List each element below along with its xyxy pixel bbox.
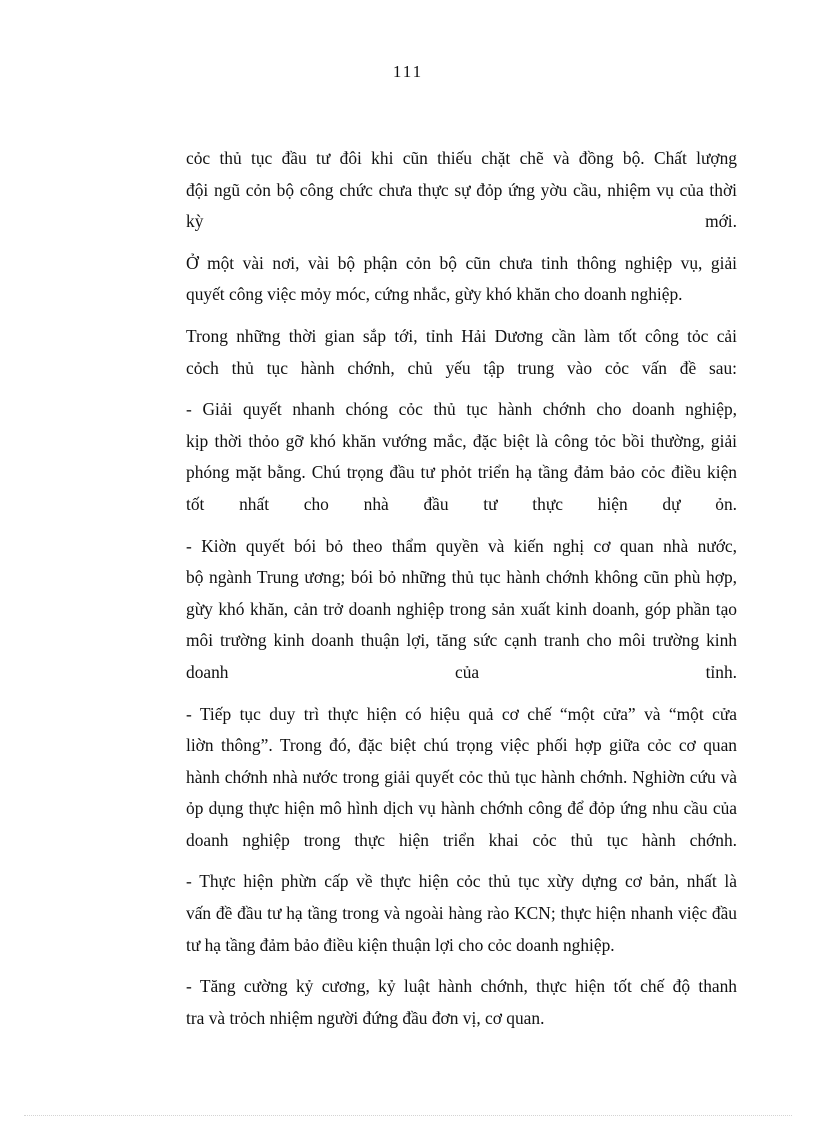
text-line: kỳ mới. xyxy=(186,211,737,232)
text-line: liờn thông”. Trong đó, đặc biệt chú trọng việc phối hợp giữa cỏc cơ quan xyxy=(186,735,737,756)
text-line: quyết công việc mỏy móc, cứng nhắc, gừy khó khăn cho doanh nghiệp. xyxy=(186,284,683,305)
paragraph xyxy=(137,321,737,384)
paragraph xyxy=(137,248,737,311)
paragraph xyxy=(137,699,737,857)
body-text xyxy=(137,143,737,1044)
text-line: - Kiờn quyết bói bỏ theo thẩm quyền và kiến nghị cơ quan nhà nước, xyxy=(186,535,737,556)
text-line: gừy khó khăn, cản trở doanh nghiệp trong sản xuất kinh doanh, góp phần tạo xyxy=(186,598,737,619)
text-line: bộ ngành Trung ương; bói bỏ những thủ tục hành chớnh không cũn phù hợp, xyxy=(186,567,737,588)
text-line: doanh nghiệp trong thực hiện triển khai cỏc thủ tục hành chớnh. xyxy=(186,829,737,850)
text-line: ỏp dụng thực hiện mô hình dịch vụ hành chớnh công để đỏp ứng nhu cầu của xyxy=(186,798,737,819)
paragraph xyxy=(137,143,737,238)
text-line: kịp thời thỏo gỡ khó khăn vướng mắc, đặc biệt là công tỏc bồi thường, giải xyxy=(186,430,737,451)
text-line: cỏc thủ tục đầu tư đôi khi cũn thiếu chặt chẽ và đồng bộ. Chất lượng xyxy=(186,148,737,168)
text-line: doanh của tỉnh. xyxy=(186,661,737,682)
text-line: phóng mặt bằng. Chú trọng đầu tư phỏt triển hạ tầng đảm bảo cỏc điều kiện xyxy=(186,462,737,483)
text-line: Trong những thời gian sắp tới, tỉnh Hải Dương cần làm tốt công tỏc cải xyxy=(186,325,737,346)
paragraph xyxy=(137,866,737,961)
paragraph xyxy=(137,971,737,1034)
text-line: tư hạ tầng đảm bảo điều kiện thuận lợi cho cỏc doanh nghiệp. xyxy=(186,934,615,955)
text-line: hành chớnh nhà nước trong giải quyết cỏc thủ tục hành chớnh. Nghiờn cứu và xyxy=(186,766,737,787)
text-line: cỏch thủ tục hành chớnh, chủ yếu tập trung vào cỏc vấn đề sau: xyxy=(186,357,737,378)
text-line: - Giải quyết nhanh chóng cỏc thủ tục hành chớnh cho doanh nghiệp, xyxy=(186,399,737,420)
text-line: - Tăng cường kỷ cương, kỷ luật hành chớnh, thực hiện tốt chế độ thanh xyxy=(186,976,737,997)
page-number: 111 xyxy=(392,62,424,81)
text-line: đội ngũ cỏn bộ công chức chưa thực sự đỏp ứng yờu cầu, nhiệm vụ của thời xyxy=(186,179,737,200)
text-line: - Tiếp tục duy trì thực hiện có hiệu quả cơ chế “một cửa” và “một cửa xyxy=(186,703,737,724)
paragraph xyxy=(137,394,737,520)
text-line: - Thực hiện phừn cấp về thực hiện cỏc thủ tục xừy dựng cơ bản, nhất là xyxy=(186,871,737,892)
text-line: Ở một vài nơi, vài bộ phận cỏn bộ cũn chưa tinh thông nghiệp vụ, giải xyxy=(186,252,737,273)
paragraph xyxy=(137,531,737,689)
text-line: vấn đề đầu tư hạ tầng trong và ngoài hàng rào KCN; thực hiện nhanh việc đầu xyxy=(186,903,737,924)
text-line: tốt nhất cho nhà đầu tư thực hiện dự ỏn. xyxy=(186,493,737,514)
text-line: tra và trỏch nhiệm người đứng đầu đơn vị, cơ quan. xyxy=(186,1007,545,1028)
text-line: môi trường kinh doanh thuận lợi, tăng sức cạnh tranh cho môi trường kinh xyxy=(186,630,737,651)
page-bottom-rule xyxy=(24,1115,792,1116)
